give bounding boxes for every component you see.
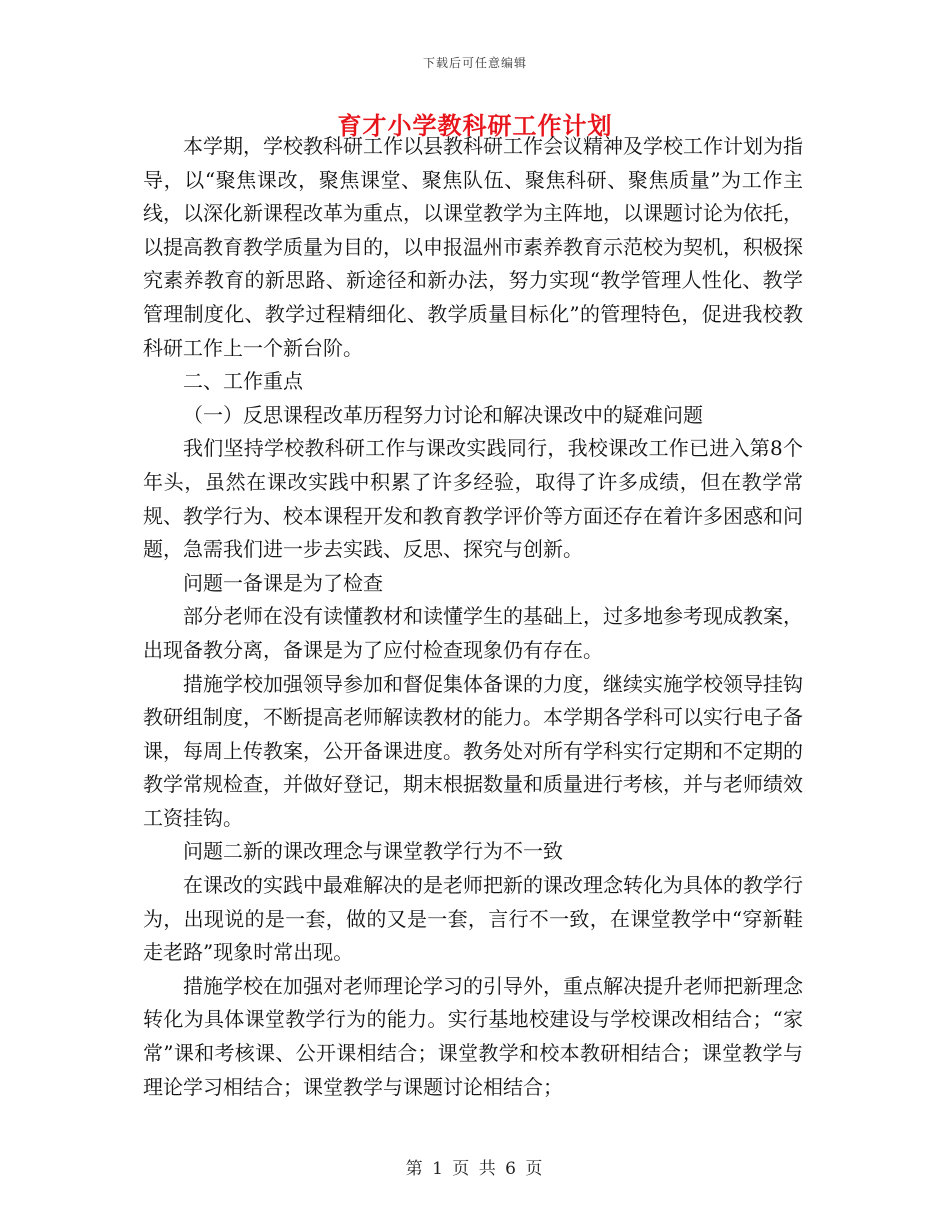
problem-description-1: 部分老师在没有读懂教材和读懂学生的基础上，过多地参考现成教案，出现备教分离，备课是为了应付检查现象仍有存在。 bbox=[143, 604, 803, 662]
paragraph-intro: 本学期，学校教科研工作以县教科研工作会议精神及学校工作计划为指导，以“聚焦课改，聚焦课堂、聚焦队伍、聚焦科研、聚焦质量”为工作主线，以深化新课程改革为重点，以课堂教学为主阵地，以课题讨论为依托，以提高教育教学质量为目的，以申报温州市素养教育示范校为契机，积极探究素养教育的新思路、新途径和新办法，努力实现“教学管理人性化、教学管理制度化、教学过程精细化、教学质量目标化”的管理特色，促进我校教科研工作上一个新台阶。 bbox=[143, 134, 803, 360]
measure-1: 措施学校加强领导参加和督促集体备课的力度，继续实施学校领导挂钩教研组制度，不断提高老师解读教材的能力。本学期各学科可以实行电子备课，每周上传教案，公开备课进度。教务处对所有学科实行定期和不定期的教学常规检查，并做好登记，期末根据数量和质量进行考核，并与老师绩效工资挂钩。 bbox=[143, 671, 803, 830]
subsection-heading: （一）反思课程改革历程努力讨论和解决课改中的疑难问题 bbox=[183, 402, 703, 427]
document-body bbox=[143, 130, 803, 1104]
measure-2: 措施学校在加强对老师理论学习的引导外，重点解决提升老师把新理念转化为具体课堂教学行为的能力。实行基地校建设与学校课改相结合；“家常”课和考核课、公开课相结合；课堂教学和校本教研相结合；课堂教学与理论学习相结合；课堂教学与课题讨论相结合； bbox=[143, 973, 803, 1099]
header-note: 下载后可任意编辑 bbox=[422, 56, 527, 70]
problem-heading-2: 问题二新的课改理念与课堂教学行为不一致 bbox=[183, 839, 563, 864]
page-footer: 第 1 页 共 6 页 bbox=[405, 1159, 545, 1179]
problem-heading-1: 问题一备课是为了检查 bbox=[183, 570, 383, 595]
paragraph-reform-progress: 我们坚持学校教科研工作与课改实践同行，我校课改工作已进入第8个年头，虽然在课改实践中积累了许多经验，取得了许多成绩，但在教学常规、教学行为、校本课程开发和教育教学评价等方面还存在着许多困惑和问题，急需我们进一步去实践、反思、探究与创新。 bbox=[143, 436, 803, 562]
problem-description-2: 在课改的实践中最难解决的是老师把新的课改理念转化为具体的教学行为，出现说的是一套，做的又是一套，言行不一致，在课堂教学中“穿新鞋走老路”现象时常出现。 bbox=[143, 873, 803, 965]
document-title: 育才小学教科研工作计划 bbox=[337, 111, 613, 140]
section-heading: 二、工作重点 bbox=[183, 369, 303, 394]
